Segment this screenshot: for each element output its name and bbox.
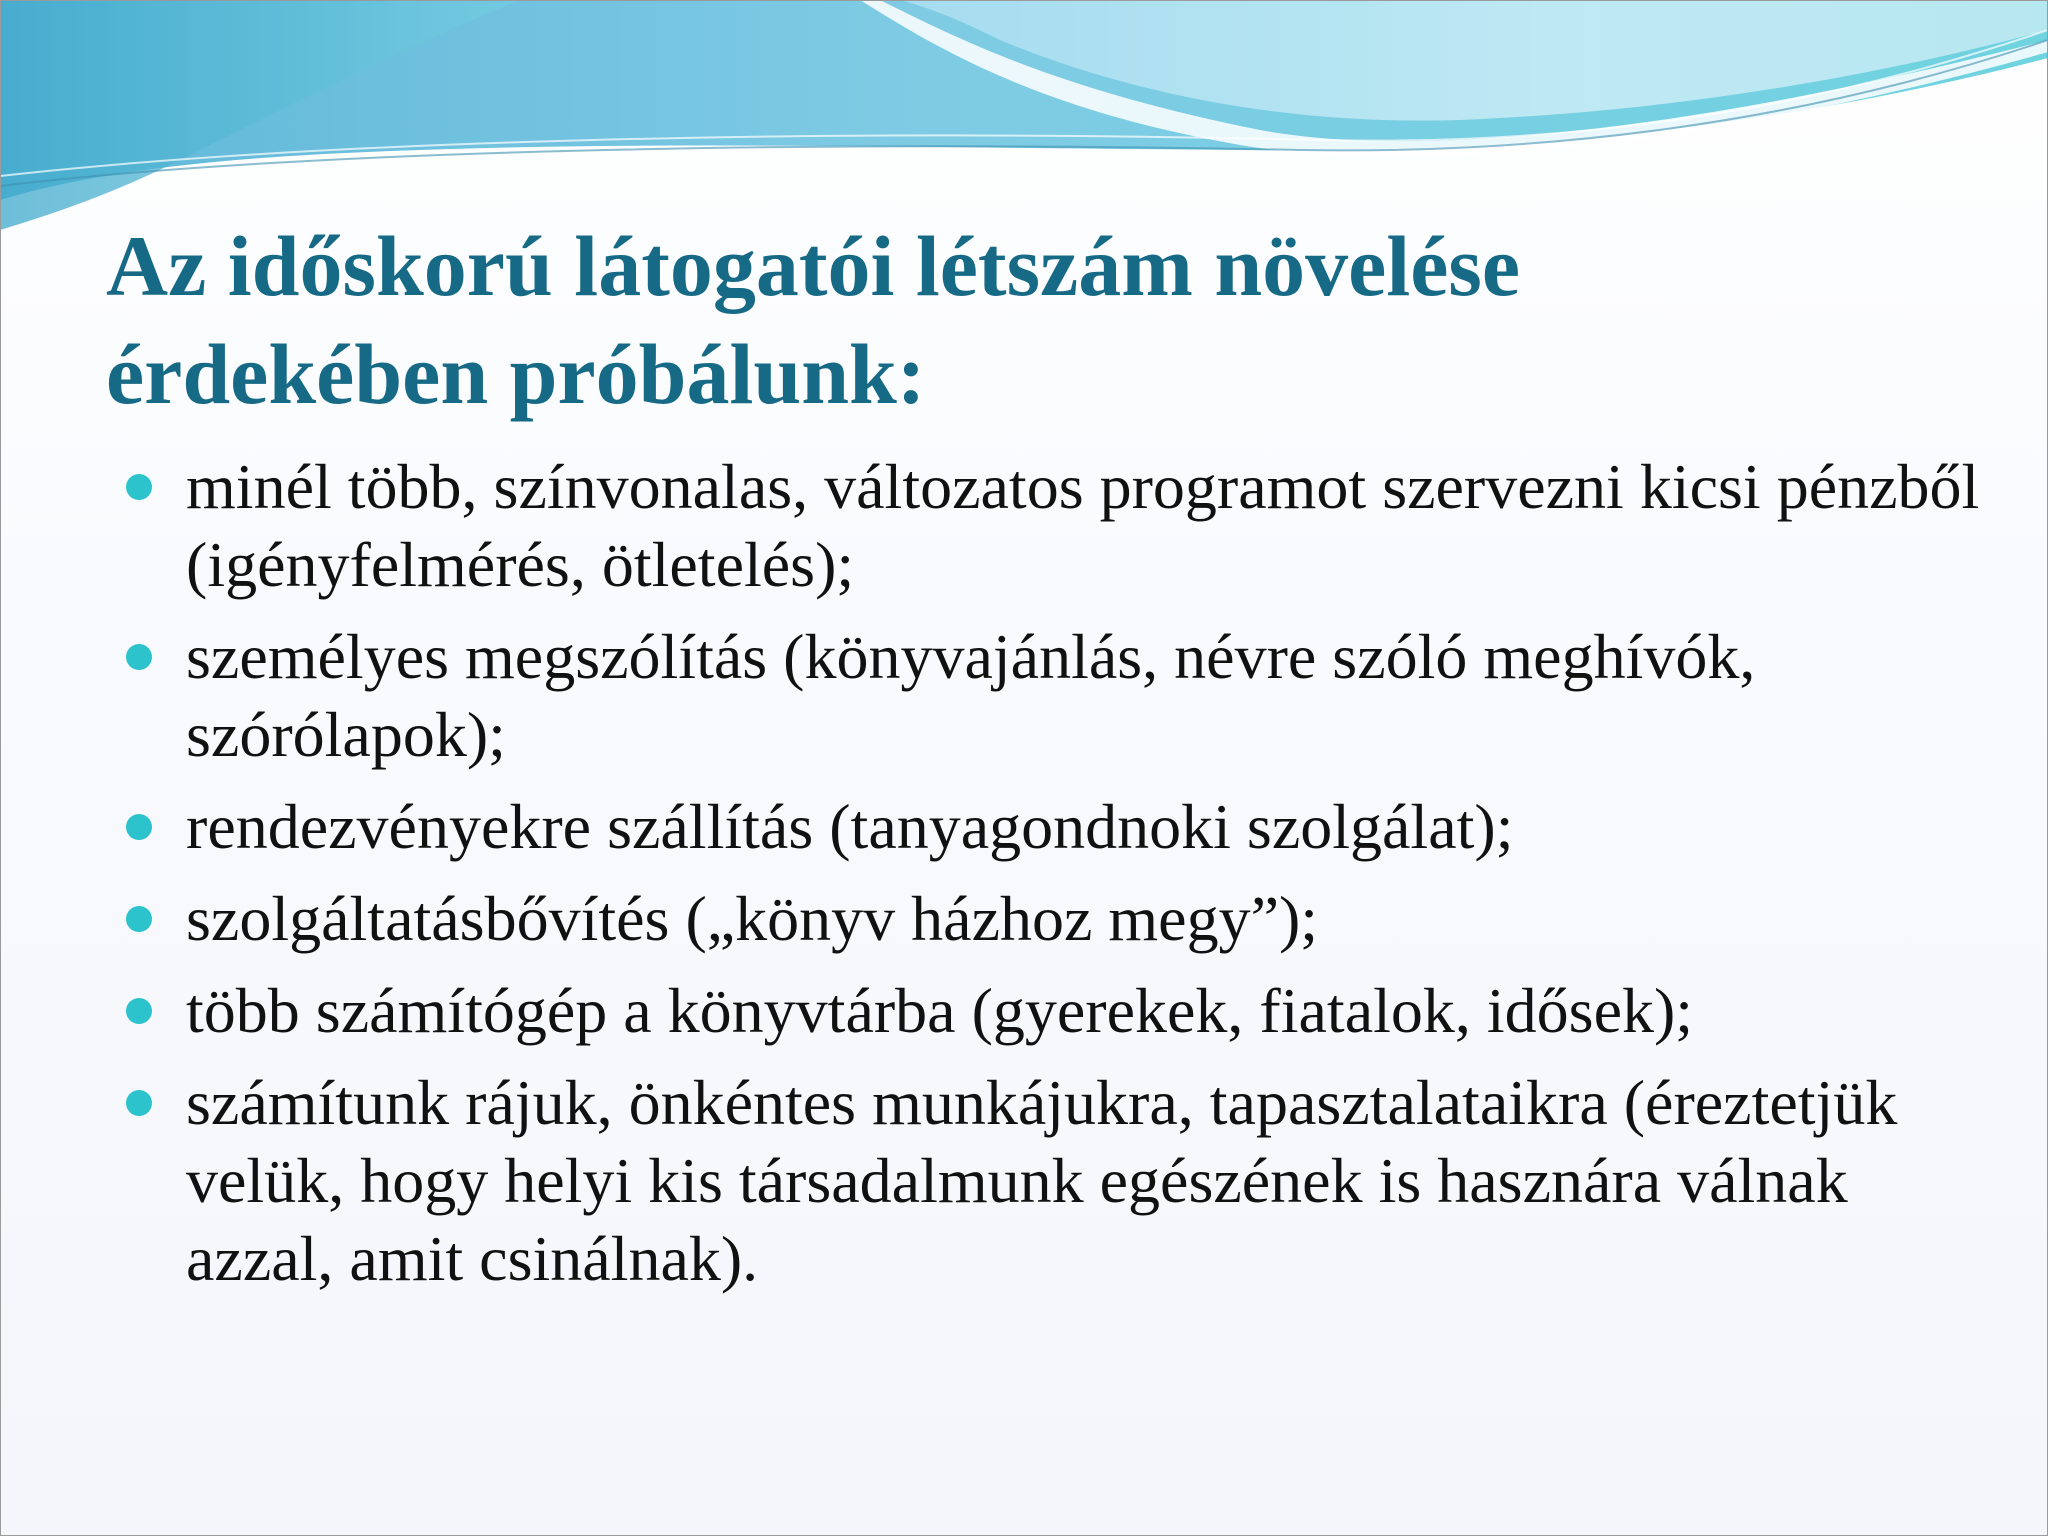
bullet-dot-icon: [126, 906, 152, 932]
bullet-text: számítunk rájuk, önkéntes munkájukra, tapasztalataikra (éreztetjük velük, hogy helyi kis társadalmunk egészének is hasznára válnak azzal, amit csinálnak).: [186, 1067, 1898, 1294]
slide-title-line-2: érdekében próbálunk:: [106, 326, 926, 422]
bullet-text: személyes megszólítás (könyvajánlás, névre szóló meghívók, szórólapok);: [186, 621, 1756, 770]
bullet-dot-icon: [126, 1090, 152, 1116]
bullet-dot-icon: [126, 814, 152, 840]
bullet-dot-icon: [126, 474, 152, 500]
list-item: [126, 880, 1996, 958]
decorative-wave-header: [0, 0, 2048, 240]
list-item: [126, 618, 1996, 774]
slide-title-line-1: Az időskorú látogatói létszám növelése: [106, 218, 1521, 314]
list-item: [126, 972, 1996, 1050]
list-item: [126, 1064, 1996, 1298]
list-item: [126, 788, 1996, 866]
bullet-text: minél több, színvonalas, változatos programot szervezni kicsi pénzből (igényfelmérés, ötletelés);: [186, 451, 1980, 600]
bullet-text: szolgáltatásbővítés („könyv házhoz megy”);: [186, 883, 1319, 954]
slide-title: [106, 212, 1956, 428]
bullet-text: rendezvényekre szállítás (tanyagondnoki szolgálat);: [186, 791, 1514, 862]
bullet-dot-icon: [126, 644, 152, 670]
bullet-text: több számítógép a könyvtárba (gyerekek, fiatalok, idősek);: [186, 975, 1694, 1046]
bullet-list: [126, 448, 1996, 1312]
bullet-dot-icon: [126, 998, 152, 1024]
list-item: [126, 448, 1996, 604]
